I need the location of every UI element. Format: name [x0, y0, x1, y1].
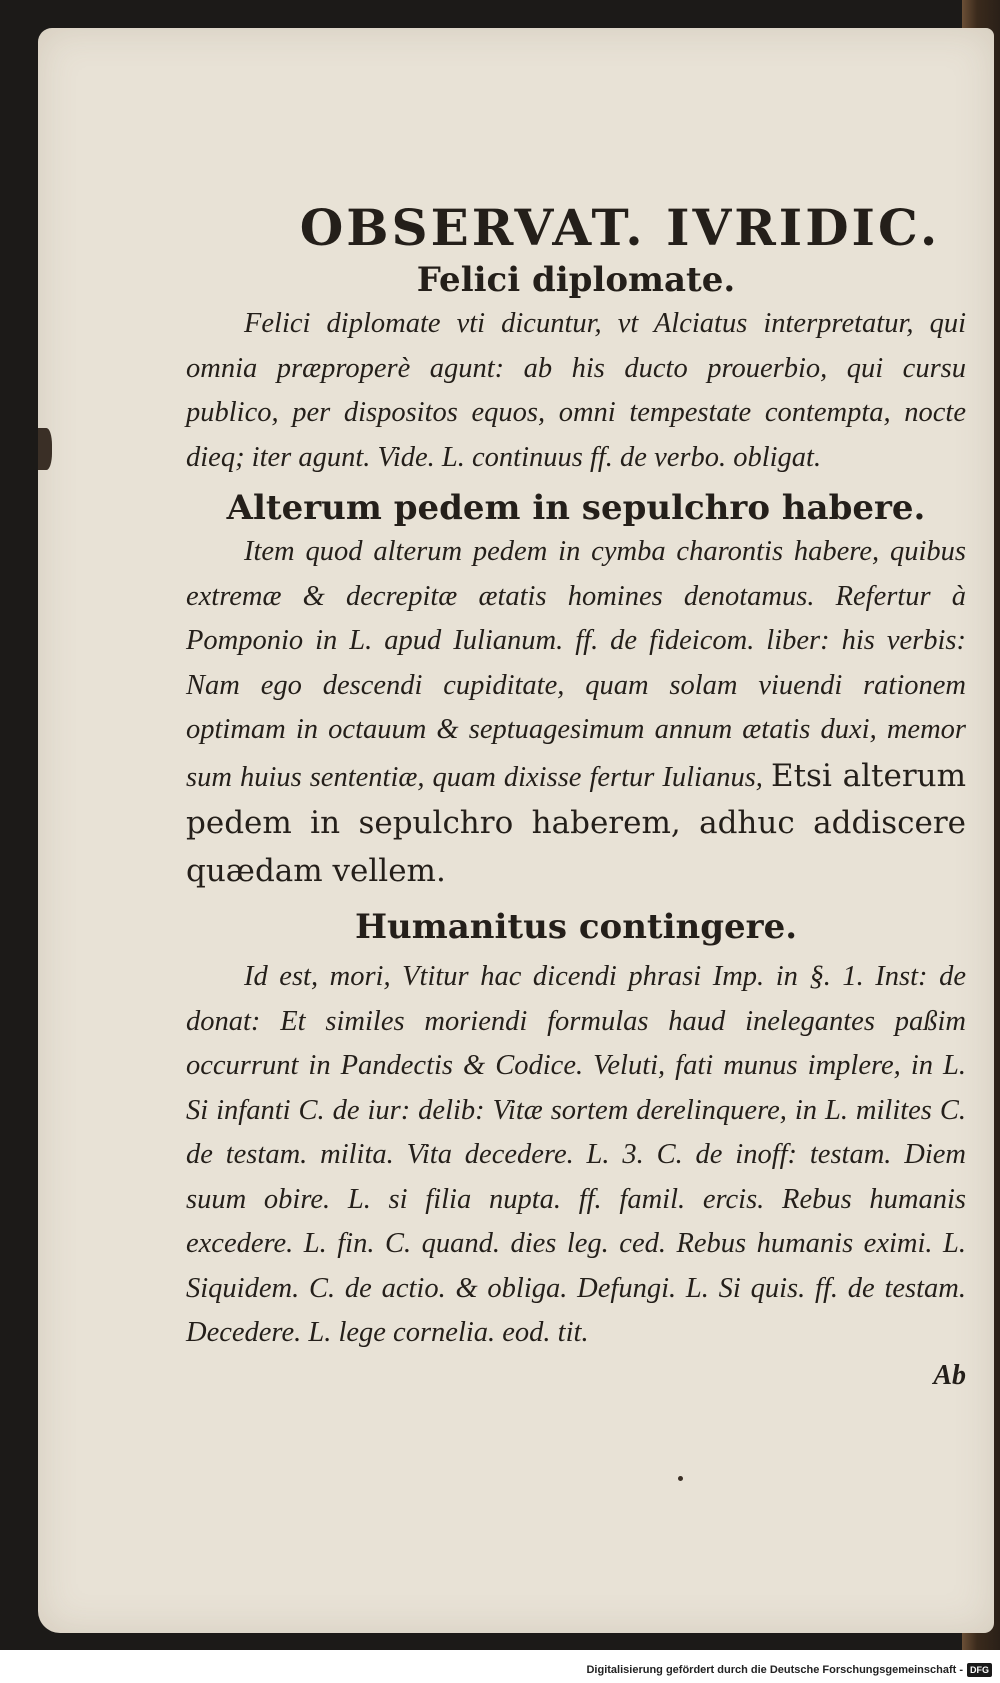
book-page — [38, 28, 994, 1633]
entry-heading-1: Felici diplomate. — [416, 260, 736, 300]
entry-heading-2: Alterum pedem in sepulchro habere. — [226, 488, 926, 528]
ink-speck — [678, 1476, 683, 1481]
ink-spot — [38, 428, 52, 470]
running-head: OBSERVAT. IVRIDIC. — [299, 198, 941, 257]
entry-heading-3: Humanitus contingere. — [354, 907, 798, 947]
digitization-footer — [586, 1660, 992, 1680]
page-text-block — [186, 198, 966, 1396]
dfg-logo: DFG — [967, 1663, 992, 1677]
entry-text-1: Felici diplomate vti dicuntur, vt Alciatus interpretatur, qui omnia præproperè agunt: ab his ducto prouerbio, qui cursu publico, per dispositos equos, omni tempestate contempta, nocte dieq; iter agunt. Vide. L. continuus ff. de verbo. obligat. — [186, 308, 966, 473]
entry-text-2-roman: Etsi alterum pedem in sepulchro haberem, adhuc addiscere quædam vellem. — [186, 757, 967, 889]
catchword: Ab — [933, 1359, 966, 1391]
entry-text-3: Id est, mori, Vtitur hac dicendi phrasi Imp. in §. 1. Inst: de donat: Et similes moriendi formulas haud inelegantes paßim occurrunt in Pandectis & Codice. Veluti, fati munus implere, in L. Si infanti C. de iur: delib: Vitæ sortem derelinquere, in L. milites C. de testam. milita. Vita decedere. L. 3. C. de inoff: testam. Diem suum obire. L. si filia nupta. ff. famil. ercis. Rebus humanis excedere. L. fin. C. quand. dies leg. ced. Rebus humanis eximi. L. Siquidem. C. de actio. & obliga. Defungi. L. Si quis. ff. de testam. Decedere. L. lege cornelia. eod. tit. — [186, 961, 966, 1348]
footer-text: Digitalisierung gefördert durch die Deutsche Forschungsgemeinschaft - — [586, 1664, 963, 1676]
entry-text-2-italic: Item quod alterum pedem in cymba charontis habere, quibus extremæ & decrepitæ ætatis homines denotamus. Refertur à Pomponio in L. apud Iulianum. ff. de fideicom. liber: his verbis: Nam ego descendi cupiditate, quam solam viuendi rationem optimam in octauum & septuagesimum annum ætatis duxi, memor sum huius sententiæ, quam dixisse fertur Iulianus, — [186, 536, 966, 793]
entry-text-2 — [186, 530, 966, 895]
